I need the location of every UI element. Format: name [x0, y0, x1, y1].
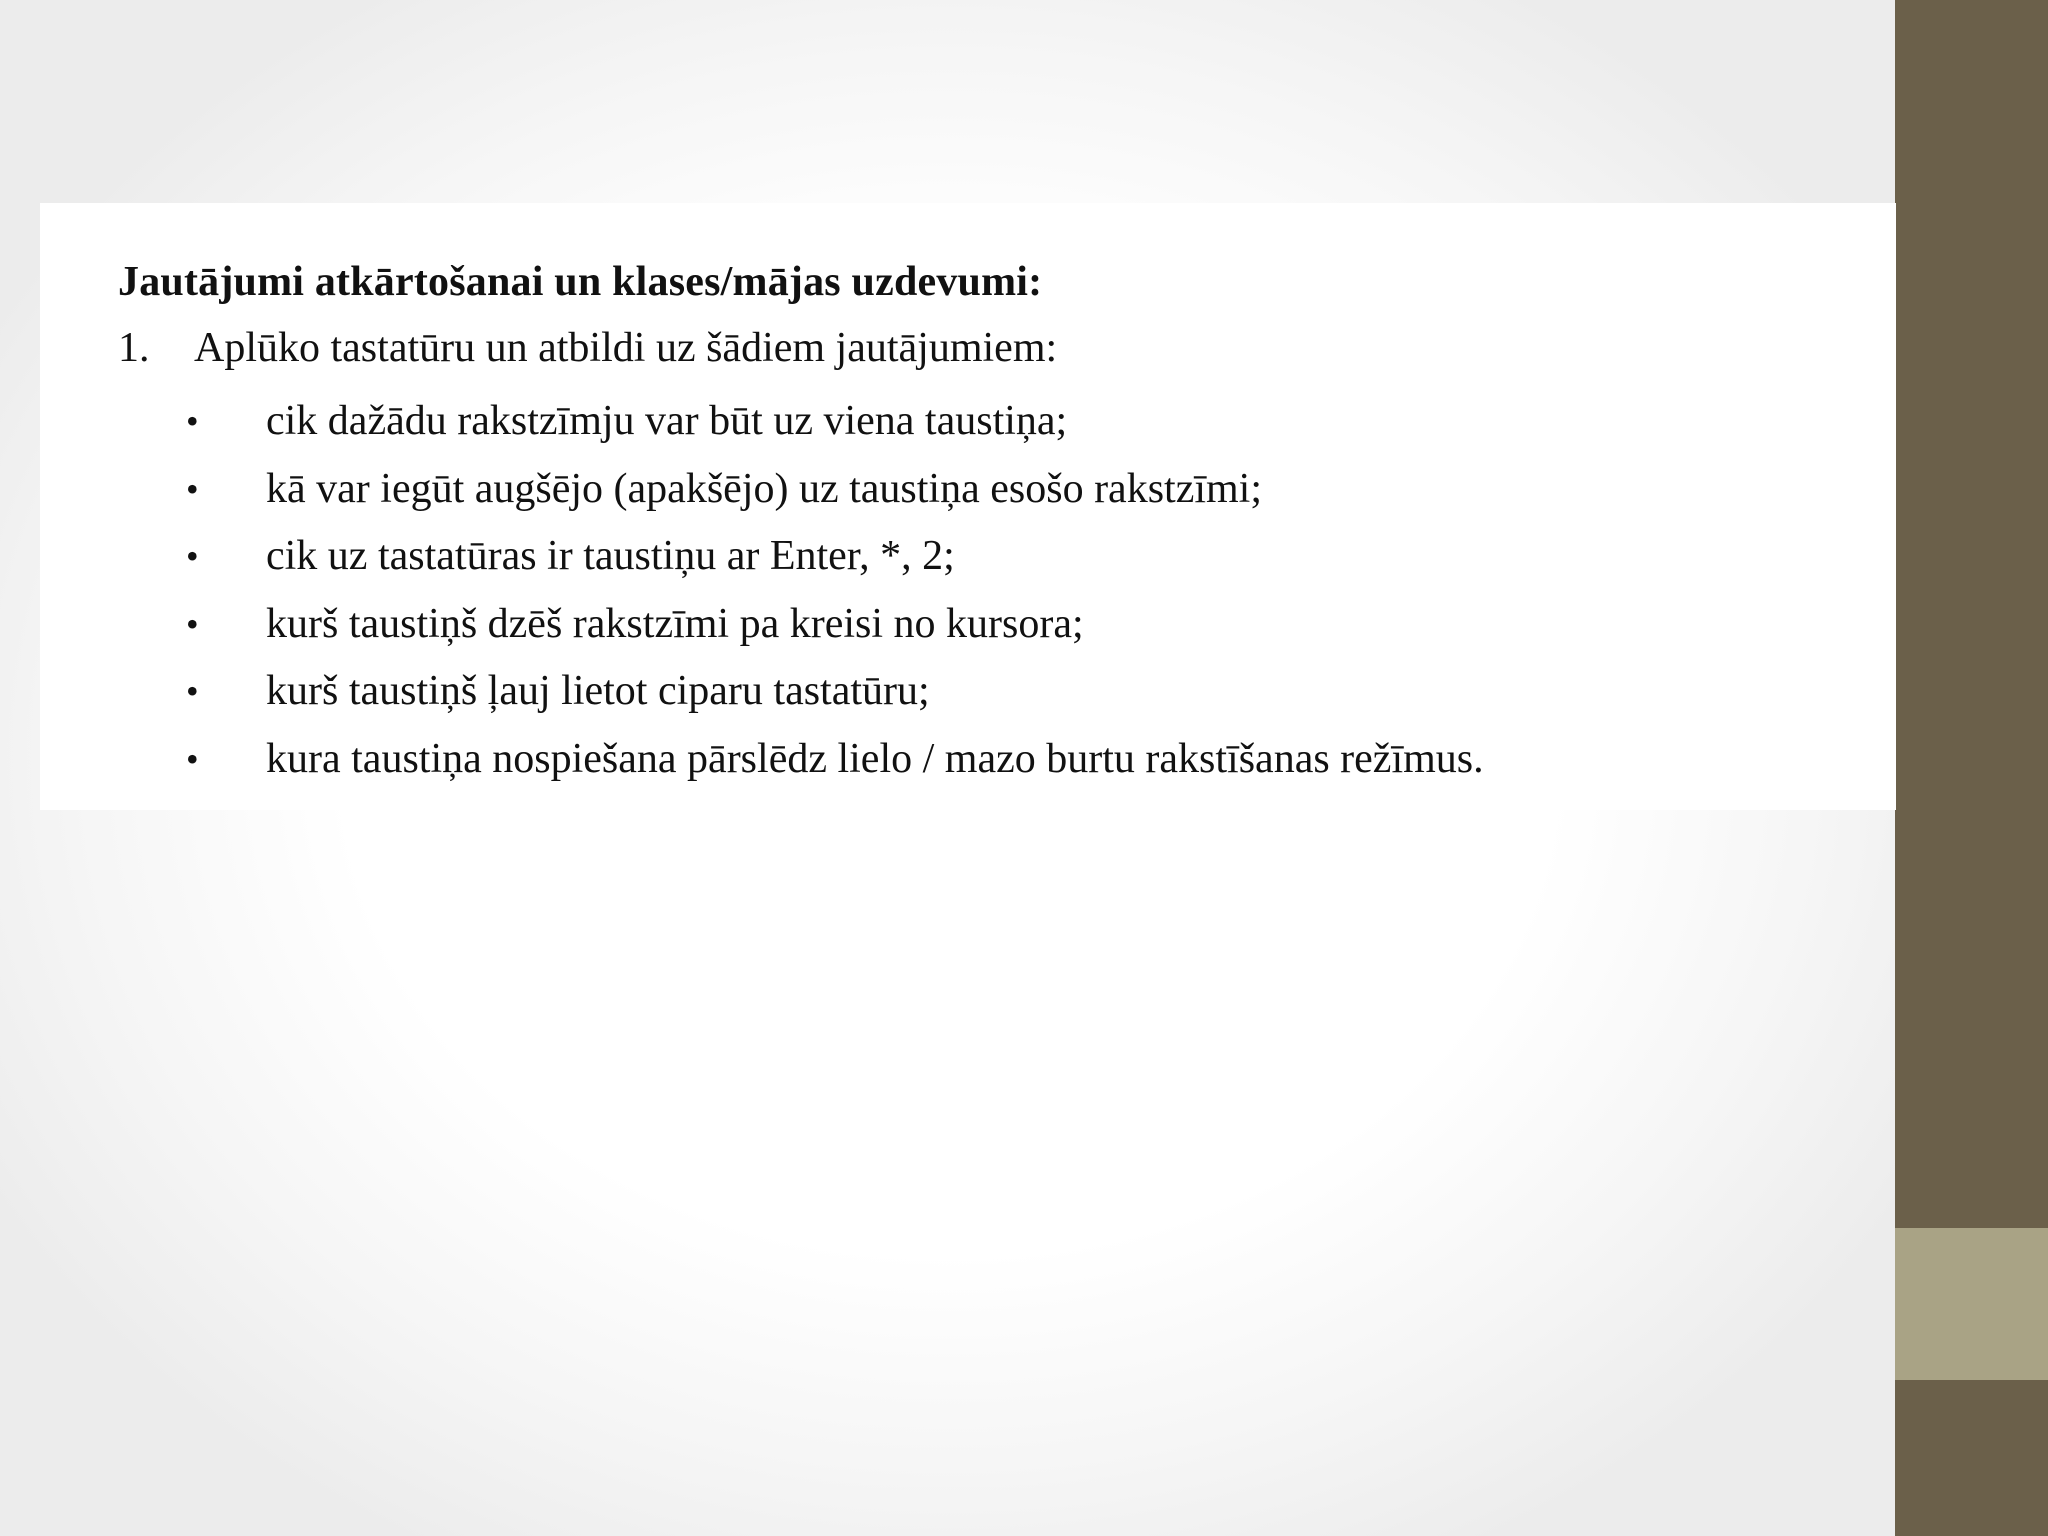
list-item: [186, 464, 1484, 532]
list-item: [186, 734, 1484, 802]
list-item: [186, 666, 1484, 734]
bullet-icon: •: [186, 738, 199, 779]
question-text: Aplūko tastatūru un atbildi uz šādiem jautājumiem:: [194, 325, 1058, 371]
question-number: 1.: [118, 325, 150, 371]
list-item-text: cik dažādu rakstzīmju var būt uz viena taustiņa;: [266, 398, 1068, 444]
list-item: [186, 531, 1484, 599]
list-item-text: kā var iegūt augšējo (apakšējo) uz taustiņa esošo rakstzīmi;: [266, 465, 1263, 512]
list-item-text: kurš taustiņš ļauj lietot ciparu tastatūru;: [266, 668, 930, 714]
bullet-icon: •: [186, 536, 199, 576]
bullet-icon: •: [186, 468, 199, 509]
bullet-list: [186, 396, 1484, 801]
question-1: [118, 324, 1057, 372]
document-heading: Jautājumi atkārtošanai un klases/mājas uzdevumi:: [118, 259, 1043, 305]
side-decor-accent: [1895, 1228, 2048, 1380]
bullet-icon: •: [186, 603, 199, 644]
list-item-text: cik uz tastatūras ir taustiņu ar Enter, *, 2;: [266, 533, 955, 579]
list-item-text: kurš taustiņš dzēš rakstzīmi pa kreisi no kursora;: [266, 600, 1084, 647]
list-item: [186, 396, 1484, 464]
list-item: [186, 599, 1484, 667]
bullet-icon: •: [186, 401, 199, 441]
list-item-text: kura taustiņa nospiešana pārslēdz lielo / mazo burtu rakstīšanas režīmus.: [266, 735, 1484, 782]
bullet-icon: •: [186, 671, 199, 711]
